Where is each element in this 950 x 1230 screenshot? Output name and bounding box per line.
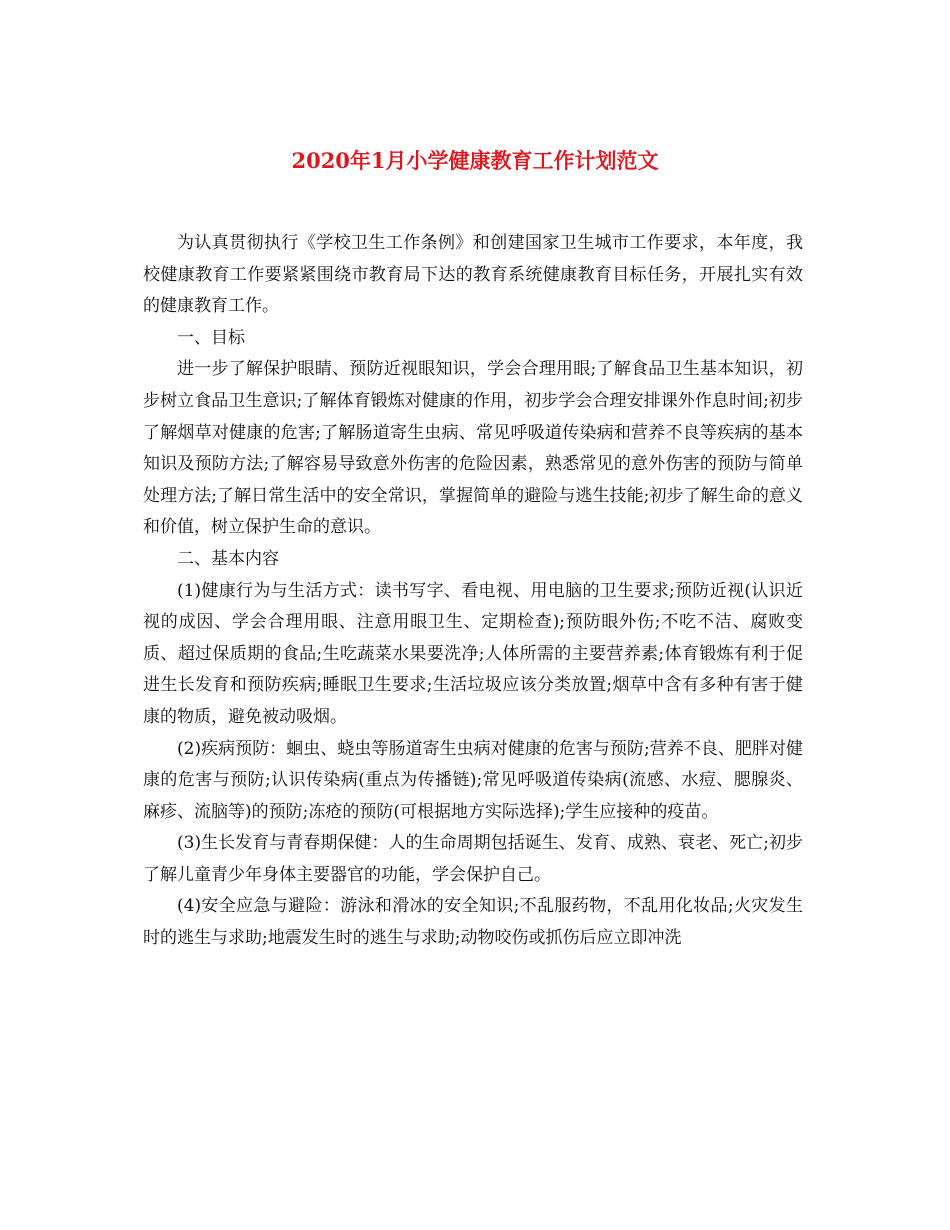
paragraph-goals: 进一步了解保护眼睛、预防近视眼知识，学会合理用眼;了解食品卫生基本知识，初步树立食品卫生意识;了解体育锻炼对健康的作用，初步学会合理安排课外作息时间;初步了解烟草对健康的危害;了解肠道寄生虫病、常见呼吸道传染病和营养不良等疾病的基本知识及预防方法;了解容易导致意外伤害的危险因素，熟悉常见的意外伤害的预防与简单处理方法;了解日常生活中的安全常识，掌握简单的避险与逃生技能;初步了解生命的意义和价值，树立保护生命的意识。 xyxy=(143,359,803,538)
document-body xyxy=(143,228,803,955)
paragraph-item-1: (1)健康行为与生活方式：读书写字、看电视、用电脑的卫生要求;预防近视(认识近视的成因、学会合理用眼、注意用眼卫生、定期检查);预防眼外伤;不吃不洁、腐败变质、超过保质期的食品;生吃蔬菜水果要洗净;人体所需的主要营养素;体育锻炼有利于促进生长发育和预防疾病;睡眠卫生要求;生活垃圾应该分类放置;烟草中含有多种有害于健康的物质，避免被动吸烟。 xyxy=(143,580,803,727)
paragraph-item-4: (4)安全应急与避险：游泳和滑冰的安全知识;不乱服药物，不乱用化妆品;火灾发生时的逃生与求助;地震发生时的逃生与求助;动物咬伤或抓伤后应立即冲洗 xyxy=(143,896,803,949)
section-heading-goals: 一、目标 xyxy=(177,327,245,348)
paragraph-intro: 为认真贯彻执行《学校卫生工作条例》和创建国家卫生城市工作要求，本年度，我校健康教育工作要紧紧围绕市教育局下达的教育系统健康教育目标任务，开展扎实有效的健康教育工作。 xyxy=(143,233,803,317)
paragraph-item-3: (3)生长发育与青春期保健：人的生命周期包括诞生、发育、成熟、衰老、死亡;初步了解儿童青少年身体主要器官的功能，学会保护自己。 xyxy=(143,833,803,885)
section-heading-content: 二、基本内容 xyxy=(177,548,279,569)
document-title: 2020年1月小学健康教育工作计划范文 xyxy=(291,148,659,173)
paragraph-item-2: (2)疾病预防：蛔虫、蛲虫等肠道寄生虫病对健康的危害与预防;营养不良、肥胖对健康的危害与预防;认识传染病(重点为传播链);常见呼吸道传染病(流感、水痘、腮腺炎、麻疹、流脑等)的预防;冻疮的预防(可根据地方实际选择);学生应接种的疫苗。 xyxy=(143,738,803,822)
